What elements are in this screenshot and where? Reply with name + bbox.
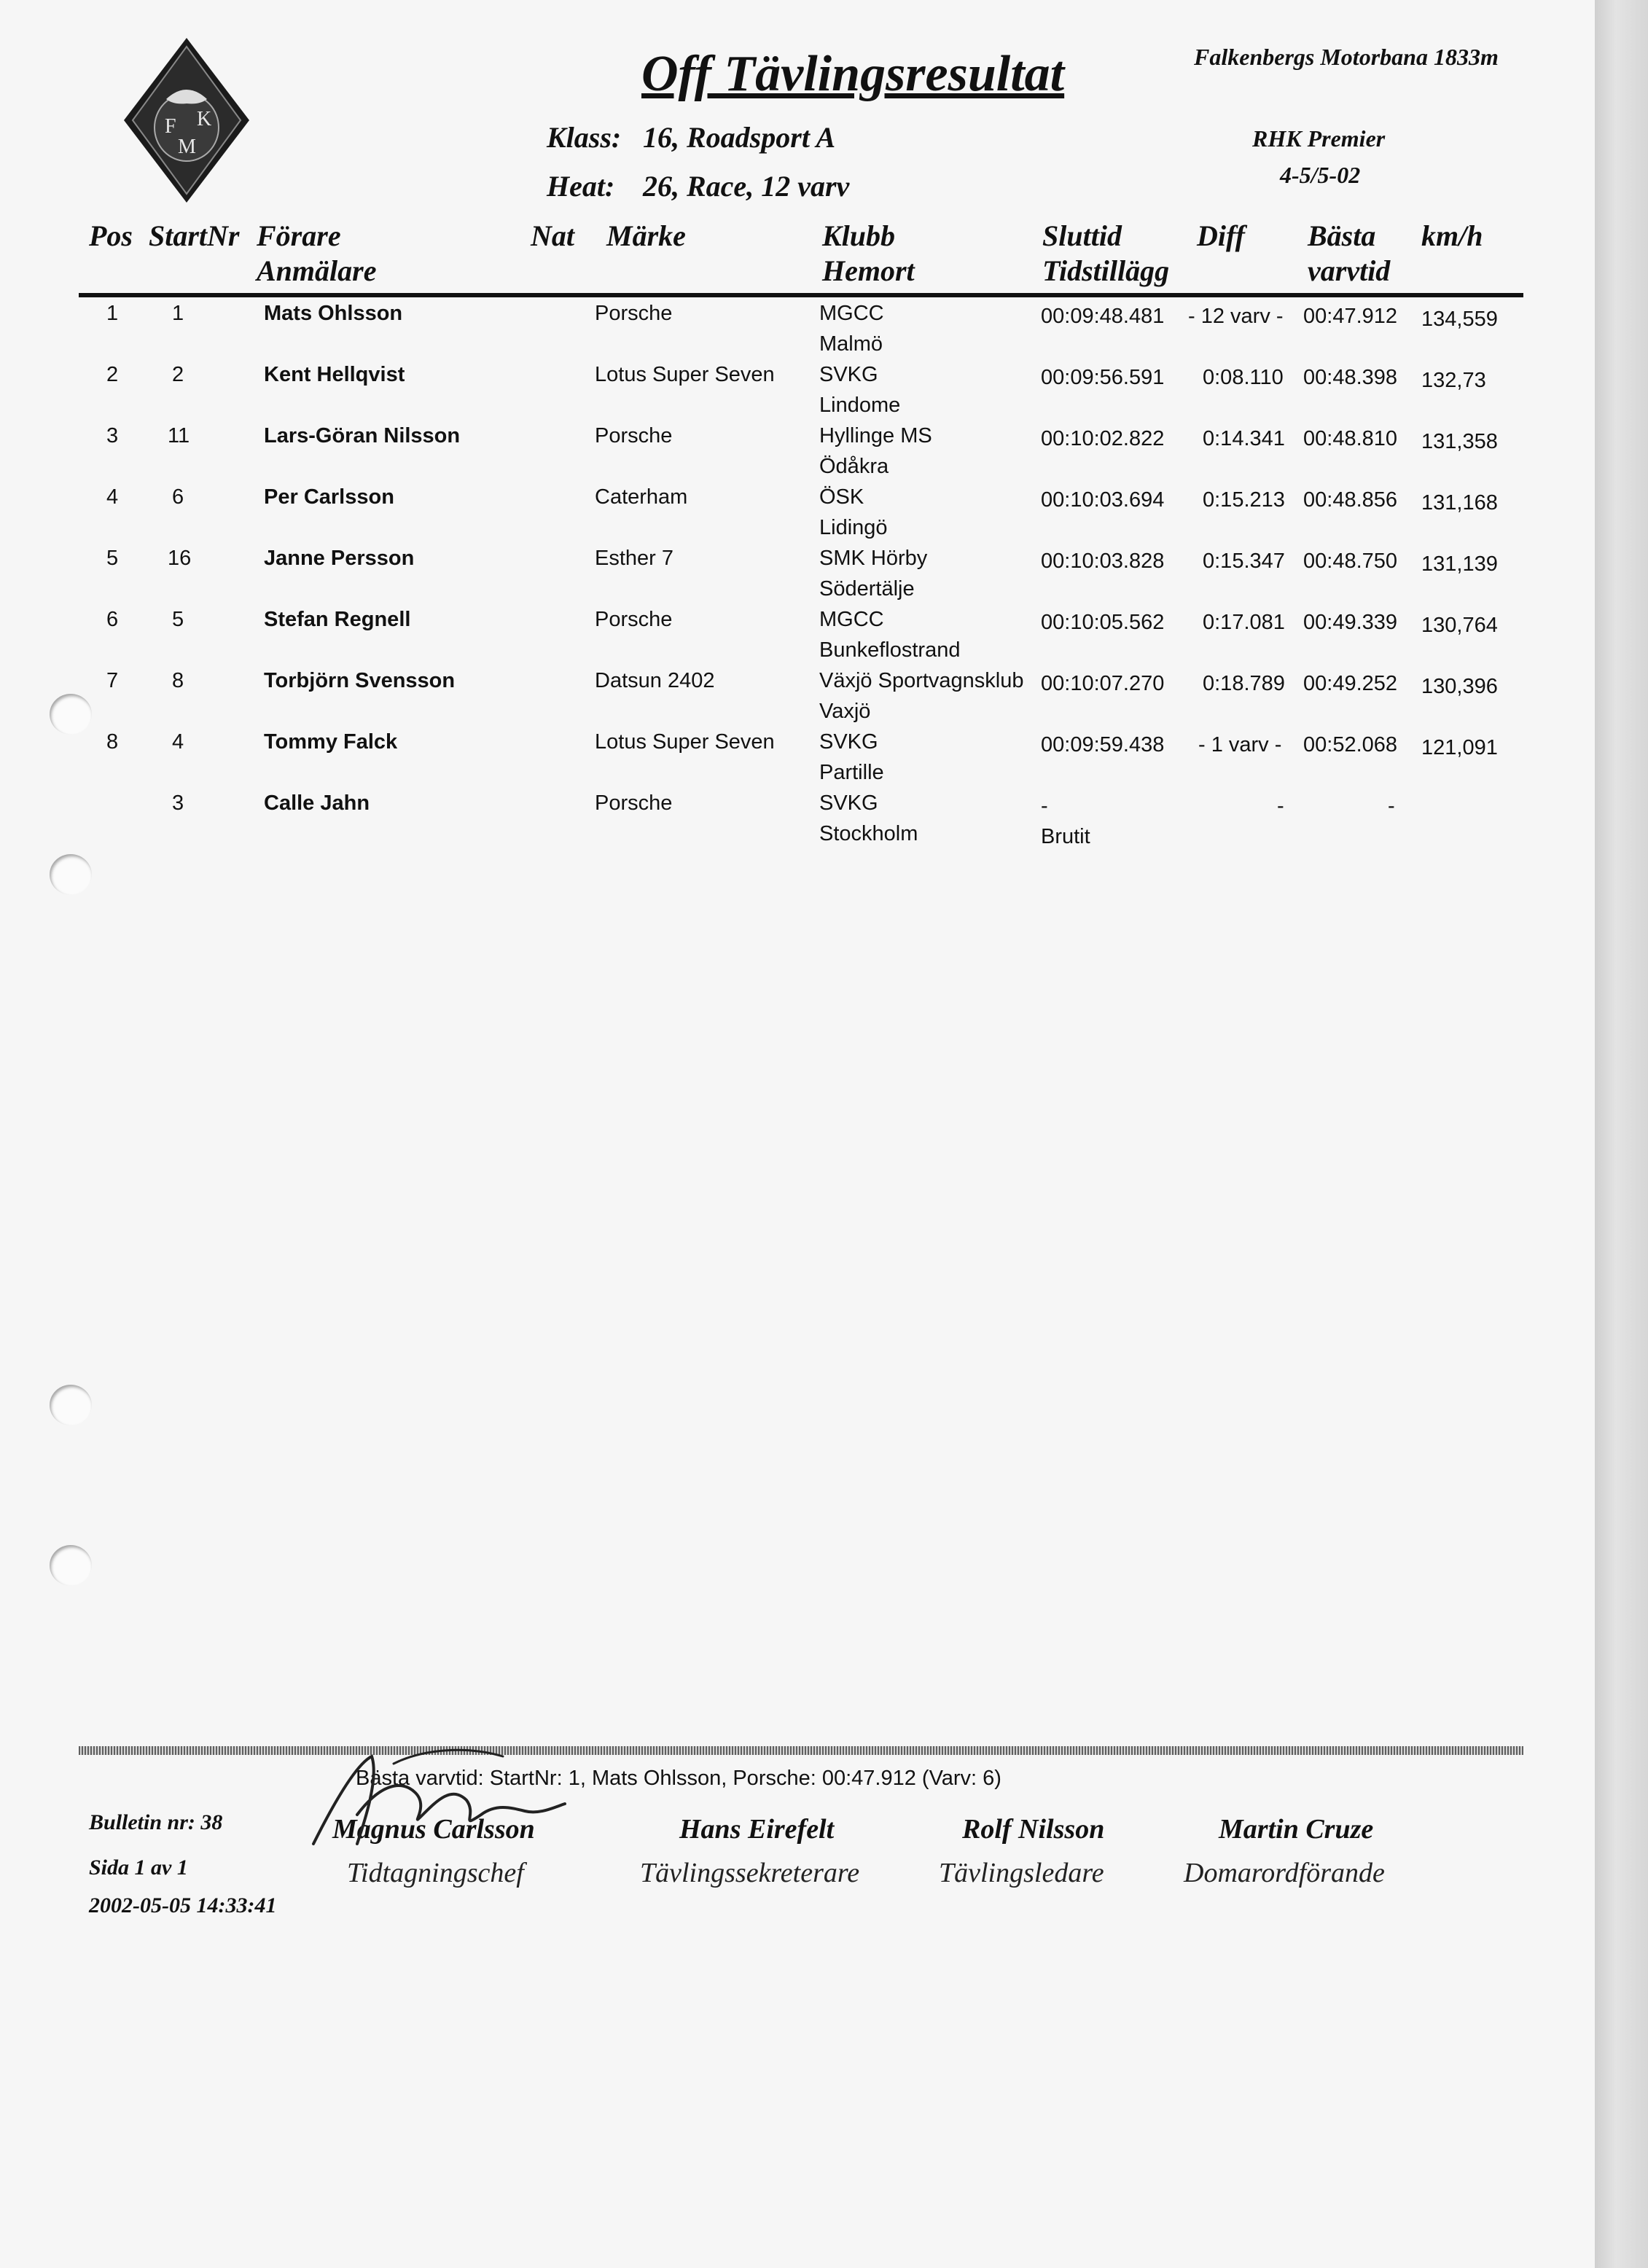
best-lap-cell: 00:49.252: [1303, 672, 1398, 695]
extra-cell: Brutit: [1041, 825, 1090, 848]
header-tidstillagg: Tidstillägg: [1042, 254, 1170, 287]
startnr-cell: 11: [168, 424, 190, 447]
club-cell: SVKG: [819, 730, 878, 754]
best-lap-cell: -: [1388, 794, 1395, 818]
startnr-cell: 6: [172, 485, 184, 509]
result-row: [0, 608, 1595, 669]
best-lap-cell: 00:49.339: [1303, 611, 1398, 634]
header-klubb: Klubb: [822, 219, 896, 252]
startnr-cell: 16: [168, 547, 192, 570]
car-cell: Porsche: [595, 424, 673, 447]
signatory-role: Tidtagningschef: [347, 1858, 524, 1888]
header-pos: Pos: [89, 219, 133, 252]
car-cell: Porsche: [595, 791, 673, 815]
signatory-name: Hans Eirefelt: [679, 1814, 835, 1845]
club-cell: Hyllinge MS: [819, 424, 932, 447]
time-cell: 00:10:05.562: [1041, 611, 1165, 634]
page-indicator: Sida 1 av 1: [89, 1856, 188, 1880]
time-cell: 00:09:48.481: [1041, 305, 1165, 328]
home-cell: Lidingö: [819, 516, 888, 539]
header-diff: Diff: [1197, 219, 1245, 252]
home-cell: Lindome: [819, 394, 901, 417]
best-lap-cell: 00:48.750: [1303, 550, 1398, 573]
driver-cell: Kent Hellqvist: [264, 363, 405, 386]
signatory-role: Tävlingsledare: [939, 1858, 1104, 1888]
kmh-cell: 131,139: [1421, 552, 1498, 576]
svg-text:F: F: [165, 115, 176, 138]
diff-cell: 0:18.789: [1203, 672, 1285, 695]
driver-cell: Tommy Falck: [264, 730, 398, 754]
svg-text:M: M: [178, 136, 196, 158]
result-row: [0, 424, 1595, 485]
header-sluttid: Sluttid: [1042, 219, 1122, 252]
best-lap-summary: Bästa varvtid: StartNr: 1, Mats Ohlsson, Porsche: 00:47.912 (Varv: 6): [356, 1767, 1001, 1790]
header-basta: Bästa: [1308, 219, 1376, 252]
diff-cell: 0:14.341: [1203, 427, 1285, 450]
punch-hole: [50, 694, 92, 735]
driver-cell: Janne Persson: [264, 547, 415, 570]
diff-cell: 0:15.347: [1203, 550, 1285, 573]
heat-value: 26, Race, 12 varv: [643, 170, 850, 203]
car-cell: Esther 7: [595, 547, 673, 570]
startnr-cell: 5: [172, 608, 184, 631]
result-row: [0, 485, 1595, 547]
result-row: [0, 363, 1595, 424]
car-cell: Porsche: [595, 302, 673, 325]
kmh-cell: 130,396: [1421, 675, 1498, 698]
signatory-role: Domarordförande: [1184, 1858, 1385, 1888]
header-kmh: km/h: [1421, 219, 1483, 252]
time-cell: 00:10:02.822: [1041, 427, 1165, 450]
punch-hole: [50, 1385, 92, 1426]
kmh-cell: 132,73: [1421, 369, 1486, 392]
time-cell: 00:10:03.694: [1041, 488, 1165, 512]
home-cell: Malmö: [819, 332, 883, 356]
kmh-cell: 131,358: [1421, 430, 1498, 453]
home-cell: Bunkeflostrand: [819, 638, 961, 662]
club-cell: SMK Hörby: [819, 547, 928, 570]
header-varvtid: varvtid: [1308, 254, 1391, 287]
time-cell: 00:10:03.828: [1041, 550, 1165, 573]
home-cell: Ödåkra: [819, 455, 889, 478]
diff-cell: - 12 varv -: [1188, 305, 1284, 328]
car-cell: Datsun 2402: [595, 669, 715, 692]
time-cell: -: [1041, 794, 1048, 818]
heat-label: Heat:: [547, 170, 615, 203]
driver-cell: Lars-Göran Nilsson: [264, 424, 461, 447]
club-cell: MGCC: [819, 608, 884, 631]
signatory-name: Martin Cruze: [1219, 1814, 1374, 1845]
startnr-cell: 1: [172, 302, 184, 325]
car-cell: Porsche: [595, 608, 673, 631]
scan-edge: [1595, 0, 1648, 2268]
pos-cell: 1: [106, 302, 119, 325]
driver-cell: Torbjörn Svensson: [264, 669, 456, 692]
page-title: Off Tävlingsresultat: [641, 46, 1065, 102]
punch-hole: [50, 854, 92, 895]
best-lap-cell: 00:48.398: [1303, 366, 1398, 389]
diff-cell: 0:15.213: [1203, 488, 1285, 512]
fkm-club-logo: [121, 36, 252, 204]
best-lap-cell: 00:48.810: [1303, 427, 1398, 450]
header-startnr: StartNr: [149, 219, 240, 252]
car-cell: Lotus Super Seven: [595, 730, 775, 754]
footer-rule: [79, 1746, 1523, 1755]
time-cell: 00:09:59.438: [1041, 733, 1165, 756]
pos-cell: 2: [106, 363, 119, 386]
result-row: [0, 730, 1595, 791]
time-cell: 00:09:56.591: [1041, 366, 1165, 389]
header-hemort: Hemort: [822, 254, 915, 287]
pos-cell: 5: [106, 547, 119, 570]
car-cell: Caterham: [595, 485, 688, 509]
kmh-cell: 134,559: [1421, 308, 1498, 331]
header-forare: Förare: [257, 219, 341, 252]
club-cell: SVKG: [819, 791, 878, 815]
series-label: RHK Premier: [1252, 125, 1386, 152]
print-timestamp: 2002-05-05 14:33:41: [89, 1893, 277, 1917]
diff-cell: -: [1277, 794, 1284, 818]
signatory-role: Tävlingssekreterare: [640, 1858, 860, 1888]
pos-cell: 4: [106, 485, 119, 509]
header-nat: Nat: [531, 219, 574, 252]
event-date: 4-5/5-02: [1280, 162, 1361, 188]
startnr-cell: 2: [172, 363, 184, 386]
klass-value: 16, Roadsport A: [643, 121, 836, 154]
pos-cell: 6: [106, 608, 119, 631]
header-rule: [79, 293, 1523, 297]
startnr-cell: 8: [172, 669, 184, 692]
home-cell: Vaxjö: [819, 700, 871, 723]
header-anmalare: Anmälare: [257, 254, 377, 287]
best-lap-cell: 00:48.856: [1303, 488, 1398, 512]
punch-hole: [50, 1545, 92, 1586]
result-row: [0, 791, 1595, 853]
home-cell: Södertälje: [819, 577, 915, 601]
home-cell: Partille: [819, 761, 884, 784]
club-cell: ÖSK: [819, 485, 864, 509]
club-cell: MGCC: [819, 302, 884, 325]
kmh-cell: 121,091: [1421, 736, 1498, 759]
handwritten-signature: [306, 1735, 569, 1858]
diff-cell: 0:17.081: [1203, 611, 1285, 634]
signatory-name: Magnus Carlsson: [332, 1814, 535, 1845]
diff-cell: - 1 varv -: [1198, 733, 1282, 756]
time-cell: 00:10:07.270: [1041, 672, 1165, 695]
startnr-cell: 3: [172, 791, 184, 815]
driver-cell: Stefan Regnell: [264, 608, 411, 631]
home-cell: Stockholm: [819, 822, 918, 845]
signatory-name: Rolf Nilsson: [962, 1814, 1105, 1845]
pos-cell: 8: [106, 730, 119, 754]
kmh-cell: 131,168: [1421, 491, 1498, 515]
header-marke: Märke: [606, 219, 686, 252]
pos-cell: 3: [106, 424, 119, 447]
bulletin-number: Bulletin nr: 38: [89, 1810, 223, 1834]
driver-cell: Per Carlsson: [264, 485, 394, 509]
club-cell: Växjö Sportvagnsklub: [819, 669, 1024, 692]
klass-label: Klass:: [547, 121, 622, 154]
best-lap-cell: 00:47.912: [1303, 305, 1398, 328]
car-cell: Lotus Super Seven: [595, 363, 775, 386]
best-lap-cell: 00:52.068: [1303, 733, 1398, 756]
result-row: [0, 302, 1595, 363]
startnr-cell: 4: [172, 730, 184, 754]
svg-text:K: K: [197, 108, 212, 130]
result-row: [0, 669, 1595, 730]
venue-label: Falkenbergs Motorbana 1833m: [1194, 44, 1499, 70]
kmh-cell: 130,764: [1421, 614, 1498, 637]
driver-cell: Calle Jahn: [264, 791, 370, 815]
club-cell: SVKG: [819, 363, 878, 386]
pos-cell: 7: [106, 669, 119, 692]
diff-cell: 0:08.110: [1203, 366, 1284, 389]
result-row: [0, 547, 1595, 608]
driver-cell: Mats Ohlsson: [264, 302, 403, 325]
